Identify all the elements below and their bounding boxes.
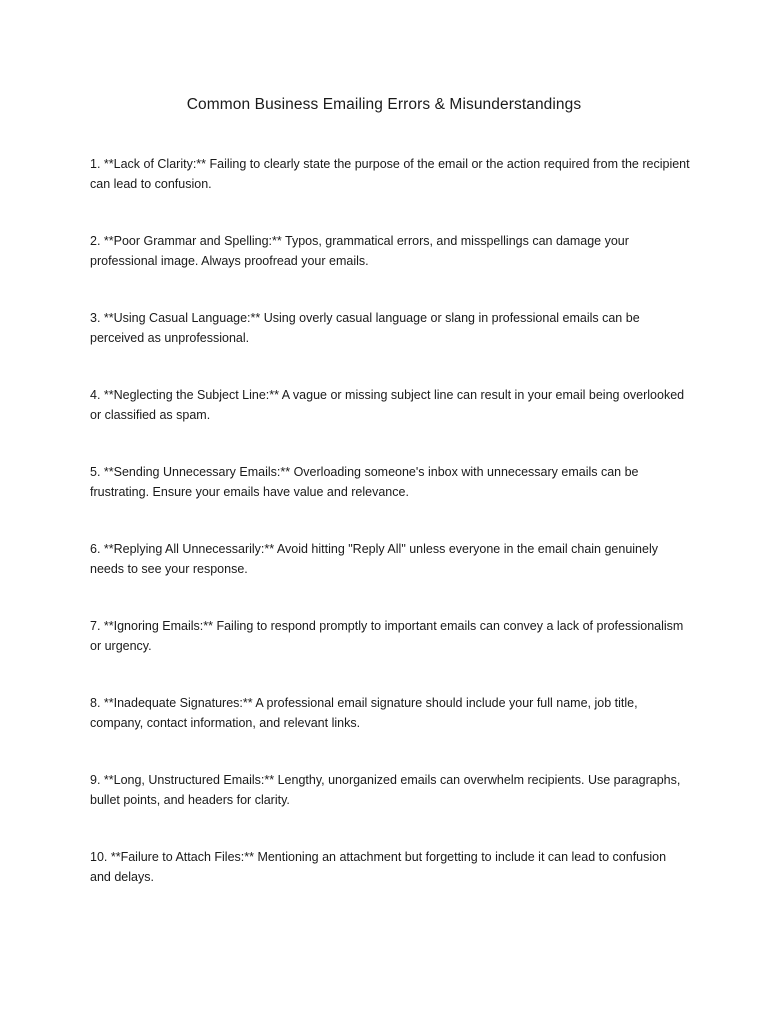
list-item: 8. **Inadequate Signatures:** A professional email signature should include your full name, job title, company, contact information, and relevant links. [90,696,638,730]
list-item: 4. **Neglecting the Subject Line:** A vague or missing subject line can result in your email being overlooked or classified as spam. [90,388,685,422]
list-item: 3. **Using Casual Language:** Using overly casual language or slang in professional emails can be perceived as unprofessional. [90,311,640,345]
list-item: 6. **Replying All Unnecessarily:** Avoid hitting "Reply All" unless everyone in the email chain genuinely needs to see your response. [90,542,658,576]
list-item: 7. **Ignoring Emails:** Failing to respond promptly to important emails can convey a lack of professionalism or urgency. [90,619,684,653]
list-item: 5. **Sending Unnecessary Emails:** Overloading someone's inbox with unnecessary emails can be frustrating. Ensure your emails have value and relevance. [90,465,639,499]
error-list [90,155,690,925]
document-title: Common Business Emailing Errors & Misunderstandings [186,96,582,113]
list-item: 9. **Long, Unstructured Emails:** Lengthy, unorganized emails can overwhelm recipients. Use paragraphs, bullet points, and headers for clarity. [90,773,681,807]
list-item: 2. **Poor Grammar and Spelling:** Typos, grammatical errors, and misspellings can damage your professional image. Always proofread your emails. [90,234,629,268]
list-item: 10. **Failure to Attach Files:** Mentioning an attachment but forgetting to include it can lead to confusion and delays. [90,850,667,884]
list-item: 1. **Lack of Clarity:** Failing to clearly state the purpose of the email or the action required from the recipient can lead to confusion. [90,157,690,191]
